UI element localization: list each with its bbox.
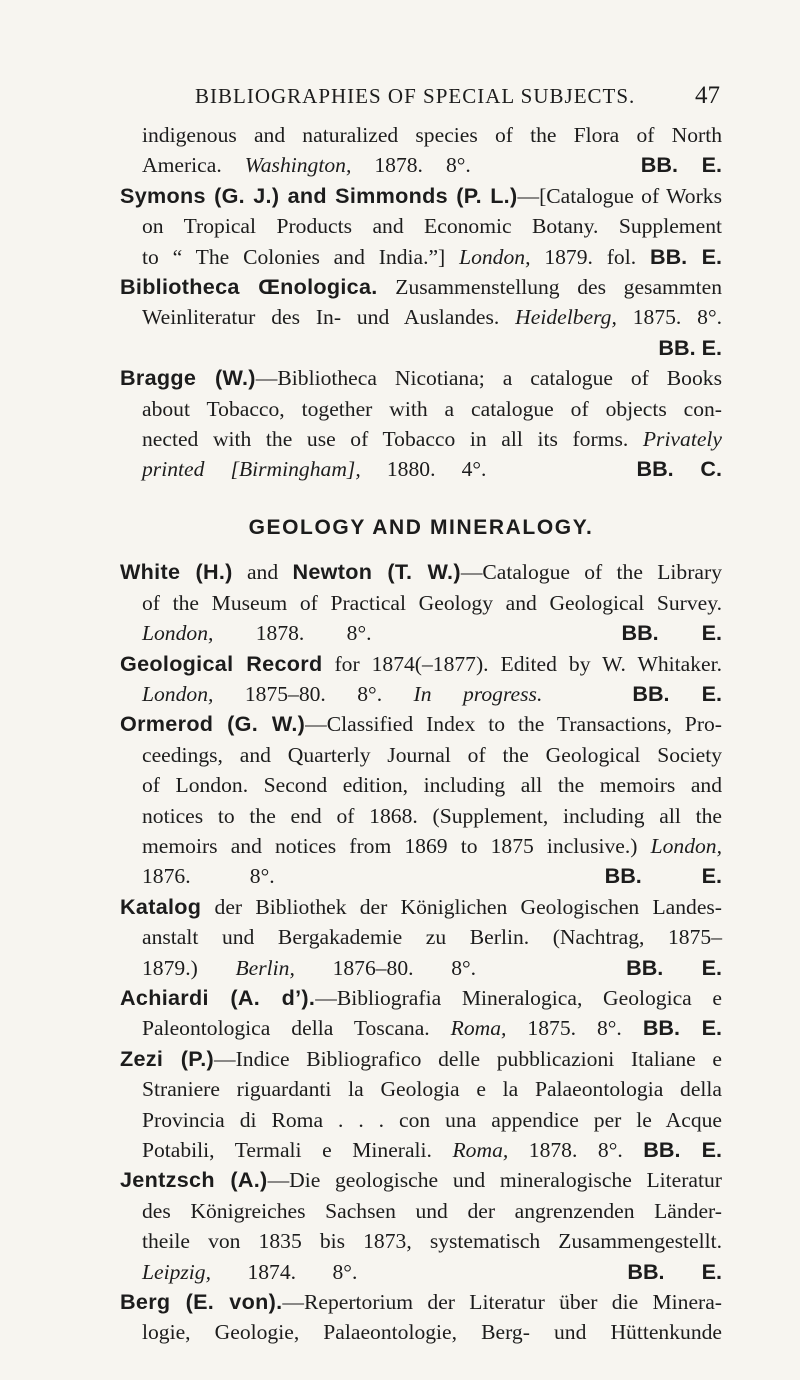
running-head-title: BIBLIOGRAPHIES OF SPECIAL SUBJECTS.	[195, 84, 636, 108]
text-line: Jentzsch (A.)—Die geologische und mineralogische Literatur	[120, 1167, 722, 1193]
text-line	[120, 333, 722, 363]
text-line: ceedings, and Quarterly Journal of the Geological Society	[142, 742, 722, 767]
text-line: on Tropical Products and Economic Botany. Supplement	[142, 214, 722, 239]
shelf-mark: BB. E.	[621, 620, 723, 646]
entry-heading: Bragge (W.)	[120, 365, 256, 391]
shelf-mark: BB. E.	[604, 863, 722, 889]
shelf-mark: BB. E.	[626, 954, 722, 980]
running-head	[195, 82, 720, 110]
text-line: nected with the use of Tobacco in all its forms. Privately	[142, 427, 722, 452]
entry-heading: Symons (G. J.) and Simmonds (P. L.)	[120, 182, 518, 208]
text-line: of the Museum of Practical Geology and Geological Survey.	[142, 590, 722, 615]
entry-heading: Jentzsch (A.)	[120, 1167, 268, 1193]
text-line: White (H.) and Newton (T. W.)—Catalogue of the Library	[120, 559, 722, 585]
text-line: to “ The Colonies and India.”] London, 1879. fol. BB. E.	[142, 243, 722, 269]
entry-heading: Katalog	[120, 893, 202, 919]
text-line: of London. Second edition, including all the memoirs and	[142, 773, 722, 798]
entry-heading: Achiardi (A. d’).	[120, 984, 316, 1010]
text-line: Bibliotheca Œnologica. Zusammenstellung des gesammten	[120, 274, 722, 300]
text-line: London, 1875–80. 8°. In progress. BB. E.	[142, 680, 722, 706]
entry-heading: Zezi (P.)	[120, 1045, 214, 1071]
section-title: GEOLOGY AND MINERALOGY.	[248, 515, 594, 539]
text-line: Berg (E. von).—Repertorium der Literatur über die Minera-	[120, 1289, 722, 1315]
imprint-place: printed [Birmingham],	[142, 457, 361, 482]
entry-heading: Geological Record	[120, 650, 323, 676]
text-line: memoirs and notices from 1869 to 1875 inclusive.) London,	[142, 833, 722, 858]
shelf-mark: BB. E.	[643, 1137, 722, 1162]
text-line: Bragge (W.)—Bibliotheca Nicotiana; a catalogue of Books	[120, 365, 722, 391]
shelf-mark: BB. C.	[636, 456, 723, 482]
shelf-mark: BB. E.	[627, 1258, 722, 1284]
imprint-place: Washington,	[244, 153, 352, 178]
shelf-mark: BB. E.	[632, 680, 722, 706]
text-line: anstalt und Bergakademie zu Berlin. (Nachtrag, 1875–	[142, 925, 722, 950]
imprint-place: Heidelberg,	[515, 305, 617, 330]
imprint-place: Roma,	[450, 1016, 507, 1041]
page-body	[120, 120, 722, 1348]
imprint-place: London,	[459, 244, 531, 269]
shelf-mark: BB. E.	[642, 1015, 722, 1041]
text-line: Potabili, Termali e Minerali. Roma, 1878. 8°. BB. E.	[142, 1137, 722, 1162]
text-line: Zezi (P.)—Indice Bibliografico delle pubblicazioni Italiane e	[120, 1045, 722, 1071]
shelf-mark: BB. E.	[658, 334, 722, 360]
text-line: London, 1878. 8°. BB. E.	[142, 620, 723, 646]
text-line: logie, Geologie, Palaeontologie, Berg- und Hüttenkunde	[142, 1320, 722, 1345]
text-line: theile von 1835 bis 1873, systematisch Zusammengestellt.	[142, 1229, 722, 1254]
text-line: Paleontologica della Toscana. Roma, 1875. 8°. BB. E.	[142, 1015, 722, 1041]
text-line: Geological Record for 1874(–1877). Edited by W. Whitaker.	[120, 650, 723, 676]
entry-heading: White (H.)	[120, 559, 233, 585]
imprint-place: London,	[142, 621, 214, 646]
imprint-place: Berlin,	[235, 955, 295, 980]
text-line: Ormerod (G. W.)—Classified Index to the Transactions, Pro-	[120, 711, 723, 737]
entry-heading: Bibliotheca Œnologica.	[120, 274, 378, 300]
text-line: indigenous and naturalized species of the Flora of North	[142, 123, 722, 147]
shelf-mark: BB. E.	[640, 152, 722, 178]
text-line: about Tobacco, together with a catalogue of objects con-	[142, 396, 722, 421]
imprint-place: Leipzig,	[142, 1259, 211, 1284]
text-line: 1879.) Berlin, 1876–80. 8°. BB. E.	[142, 954, 722, 980]
text-line: notices to the end of 1868. (Supplement, including all the	[142, 803, 722, 828]
text-line: printed [Birmingham], 1880. 4°. BB. C.	[142, 456, 723, 482]
text-line: America. Washington, 1878. 8°. BB. E.	[142, 152, 722, 178]
text-line: des Königreiches Sachsen und der angrenzenden Länder-	[142, 1198, 722, 1223]
text-line: Provincia di Roma . . . con una appendice per le Acque	[142, 1107, 722, 1132]
imprint-place: Roma,	[452, 1138, 509, 1162]
imprint-place: London,	[650, 833, 722, 858]
entry-heading: Newton (T. W.)	[292, 559, 461, 585]
entry-heading: Ormerod (G. W.)	[120, 711, 306, 737]
text-line: Straniere riguardanti la Geologia e la Palaeontologia della	[142, 1077, 722, 1102]
text-line: Weinliteratur des In- und Auslandes. Heidelberg, 1875. 8°.	[142, 305, 723, 330]
page-number: 47	[695, 82, 720, 109]
imprint-place: London,	[142, 681, 214, 706]
imprint-note: In progress.	[413, 681, 543, 706]
text-line: Symons (G. J.) and Simmonds (P. L.)—[Catalogue of Works	[120, 182, 722, 208]
text-line: 1876. 8°. BB. E.	[142, 863, 722, 889]
entry-heading: Berg (E. von).	[120, 1289, 283, 1315]
text-line: Katalog der Bibliothek der Königlichen Geologischen Landes-	[120, 893, 722, 919]
text-line: Leipzig, 1874. 8°. BB. E.	[142, 1258, 722, 1284]
shelf-mark: BB. E.	[649, 243, 722, 269]
imprint-note: Privately	[642, 427, 722, 452]
text-line: Achiardi (A. d’).—Bibliografia Mineralogica, Geologica e	[120, 984, 723, 1010]
